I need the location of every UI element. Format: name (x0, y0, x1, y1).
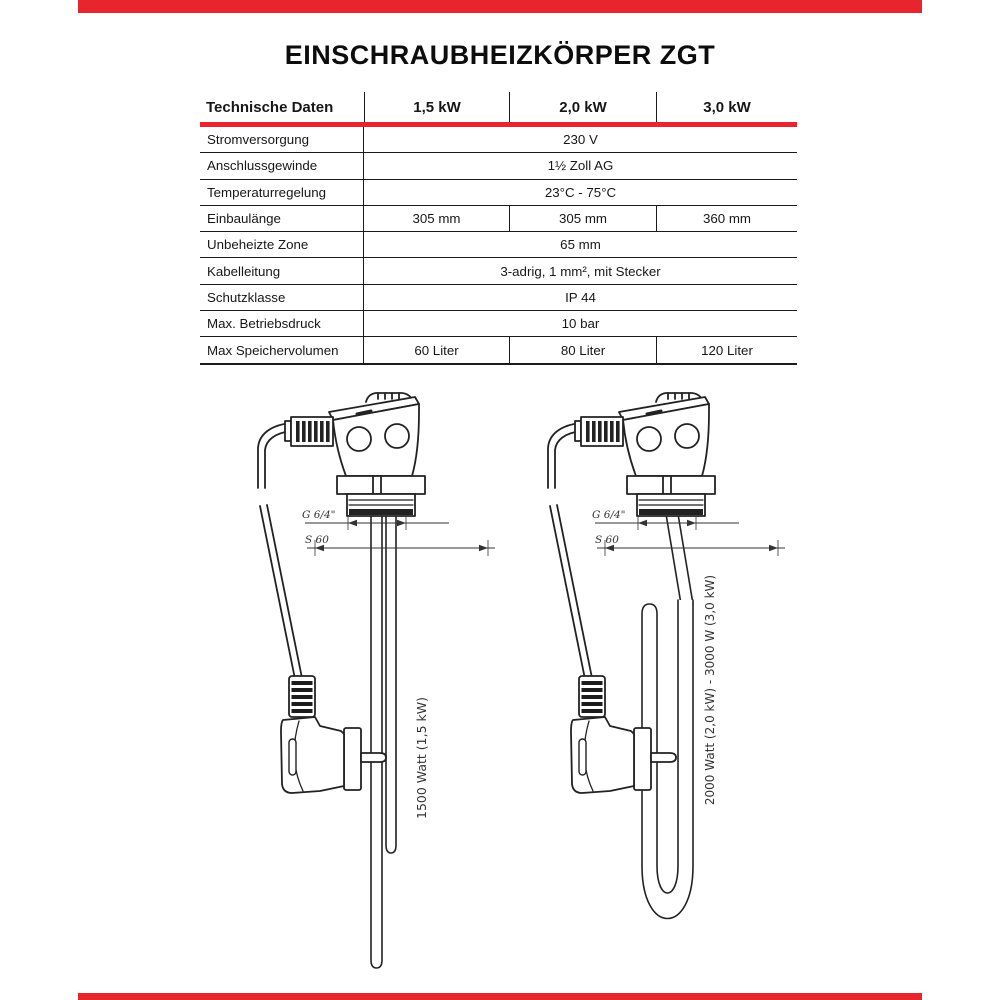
table-row (200, 180, 797, 206)
wrench-size-dimension-label: S 60 (305, 534, 329, 546)
head-screw-hole (347, 427, 371, 451)
table-row (200, 285, 797, 311)
head-screw-hole (637, 427, 661, 451)
spec-table-header-label: Technische Daten (206, 98, 334, 116)
row-value: IP 44 (565, 289, 596, 305)
row-value: 60 Liter (414, 342, 459, 358)
technical-drawing-2000-3000w (535, 390, 805, 982)
row-label: Einbaulänge (200, 206, 364, 231)
spec-table-body (200, 127, 797, 365)
table-row (200, 311, 797, 337)
row-label: Kabelleitung (200, 258, 364, 283)
row-value: 360 mm (656, 206, 797, 231)
row-value: 3-adrig, 1 mm², mit Stecker (500, 263, 661, 279)
page-title: EINSCHRAUBHEIZKÖRPER ZGT (284, 40, 716, 70)
schuko-plug-icon (571, 717, 676, 793)
plug-pin (651, 753, 676, 762)
table-row (200, 337, 797, 364)
row-label: Anschlussgewinde (200, 153, 364, 178)
thread-dimension-label: G 6/4" (302, 509, 336, 521)
bottom-accent-bar (78, 993, 922, 1000)
plug-strain-relief (289, 676, 315, 717)
spec-table-header-col-1: 1,5 kW (364, 92, 509, 122)
power-rating-label: 2000 Watt (2,0 kW) - 3000 W (3,0 kW) (703, 574, 717, 806)
row-value: 1½ Zoll AG (547, 158, 614, 174)
cable-gland (575, 417, 623, 446)
spec-table-header-col-3: 3,0 kW (656, 92, 797, 122)
top-accent-bar (78, 0, 922, 13)
row-value: 305 mm (509, 206, 656, 231)
plug-pin (361, 753, 386, 762)
row-label: Temperaturregelung (200, 180, 364, 205)
row-value: 65 mm (560, 237, 601, 253)
plug-strain-relief (579, 676, 605, 717)
row-label: Max. Betriebsdruck (200, 311, 364, 336)
spec-table-header (200, 92, 797, 122)
table-row (200, 153, 797, 179)
row-label: Schutzklasse (200, 285, 364, 310)
row-value: 305 mm (412, 211, 461, 227)
row-value: 230 V (563, 132, 598, 148)
row-label: Stromversorgung (200, 127, 364, 152)
spec-table-header-col-2: 2,0 kW (509, 92, 656, 122)
spec-table (200, 92, 797, 365)
heating-element-uloop (642, 514, 693, 919)
table-row (200, 258, 797, 284)
row-value: 10 bar (561, 316, 600, 332)
row-value: 120 Liter (656, 337, 797, 362)
head-screw-hole (675, 424, 699, 448)
table-row (200, 127, 797, 153)
heater-head (258, 393, 425, 793)
thread-collar (637, 494, 705, 516)
row-label: Unbeheizte Zone (200, 232, 364, 257)
head-screw-hole (385, 424, 409, 448)
wrench-size-dimension-label: S 60 (595, 534, 619, 546)
technical-drawing-1500w (245, 390, 515, 982)
power-rating-label: 1500 Watt (1,5 kW) (414, 697, 429, 819)
thread-collar (347, 494, 415, 516)
row-value: 23°C - 75°C (544, 184, 617, 200)
thread-dimension-label: G 6/4" (592, 509, 626, 521)
table-row (200, 206, 797, 232)
row-value: 80 Liter (509, 337, 656, 362)
cable-gland (285, 417, 333, 446)
table-row (200, 232, 797, 258)
heating-rods-straight (371, 514, 396, 968)
row-label: Max Speichervolumen (200, 337, 364, 362)
